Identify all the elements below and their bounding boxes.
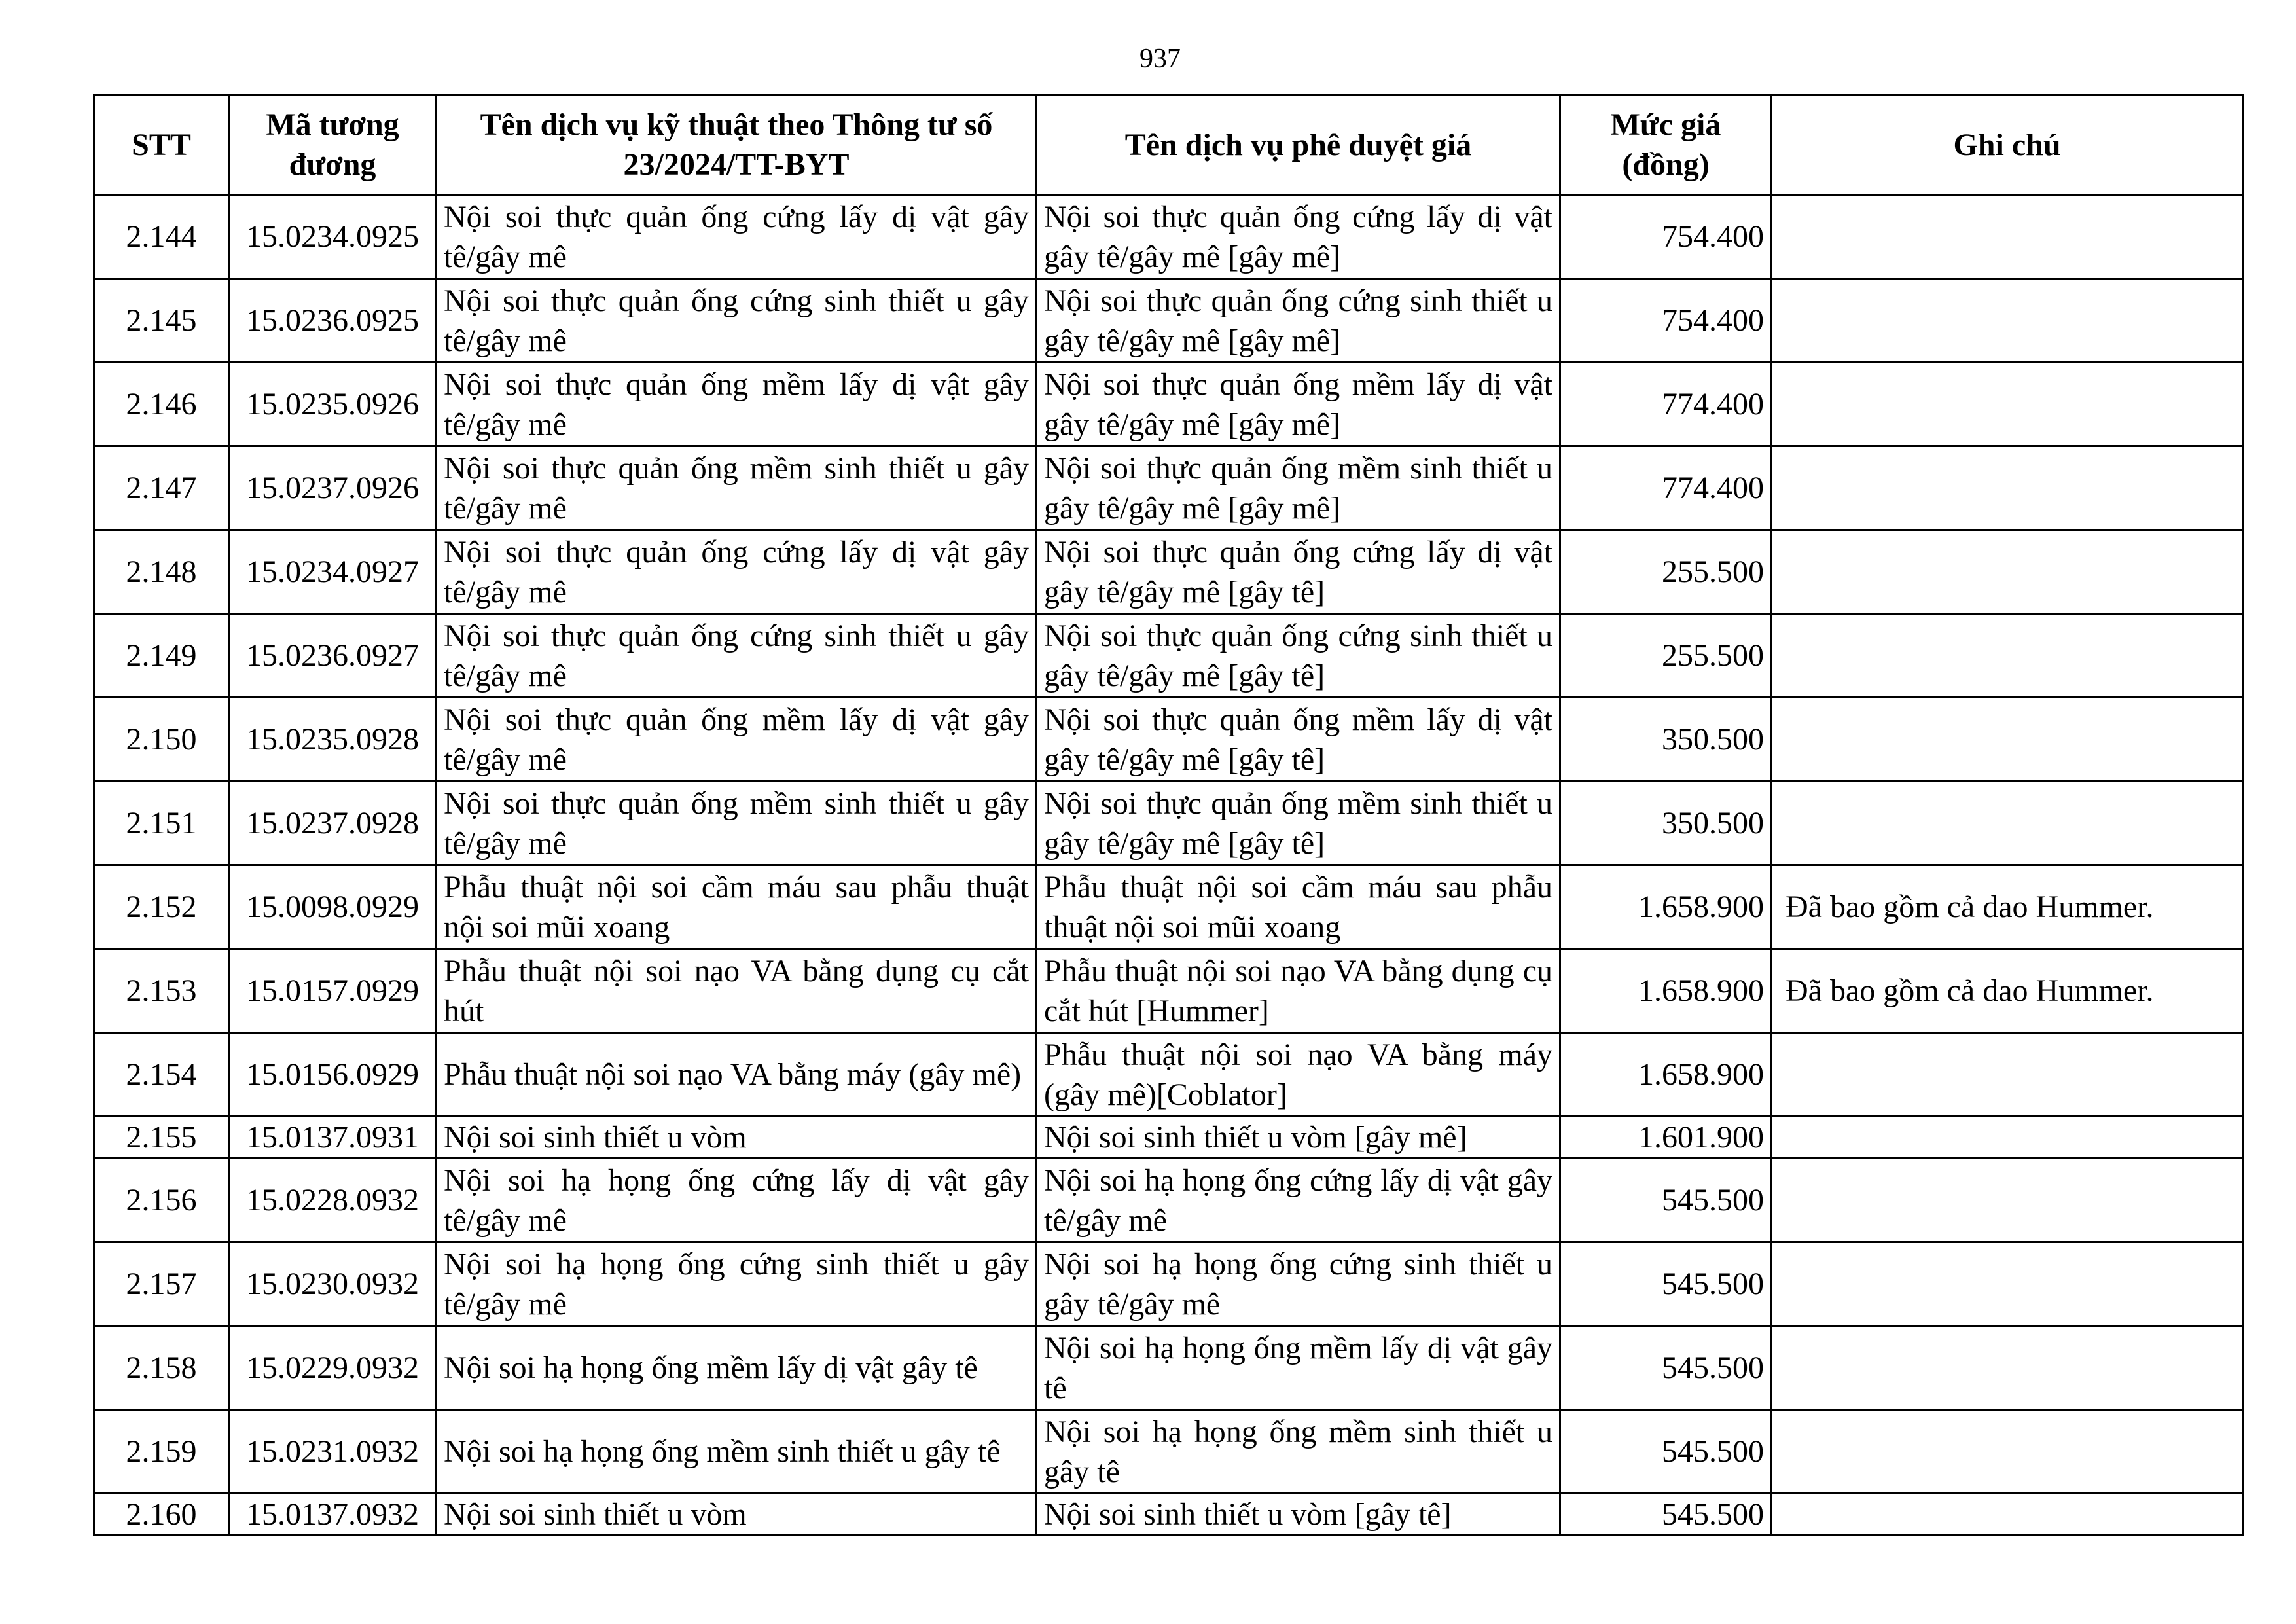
cell-note	[1772, 1033, 2243, 1117]
cell-price: 545.500	[1560, 1242, 1772, 1326]
cell-approved-name: Nội soi thực quản ống mềm sinh thiết u gây tê/gây mê [gây tê]	[1037, 782, 1560, 865]
cell-approved-name: Nội soi hạ họng ống cứng sinh thiết u gây tê/gây mê	[1037, 1242, 1560, 1326]
table-row	[94, 530, 2243, 614]
cell-stt: 2.160	[94, 1494, 229, 1536]
cell-price: 774.400	[1560, 363, 1772, 446]
cell-approved-name: Nội soi hạ họng ống cứng lấy dị vật gây tê/gây mê	[1037, 1159, 1560, 1242]
cell-approved-name: Nội soi thực quản ống cứng lấy dị vật gây tê/gây mê [gây mê]	[1037, 195, 1560, 279]
cell-note	[1772, 1117, 2243, 1159]
cell-code: 15.0236.0927	[229, 614, 437, 698]
cell-stt: 2.150	[94, 698, 229, 782]
cell-service-name: Nội soi thực quản ống cứng sinh thiết u gây tê/gây mê	[437, 614, 1037, 698]
cell-service-name: Nội soi hạ họng ống mềm sinh thiết u gây tê	[437, 1410, 1037, 1494]
cell-approved-name: Nội soi hạ họng ống mềm sinh thiết u gây tê	[1037, 1410, 1560, 1494]
cell-approved-name: Nội soi thực quản ống cứng lấy dị vật gây tê/gây mê [gây tê]	[1037, 530, 1560, 614]
cell-note	[1772, 530, 2243, 614]
cell-service-name: Nội soi thực quản ống cứng sinh thiết u gây tê/gây mê	[437, 279, 1037, 363]
cell-service-name: Phẫu thuật nội soi nạo VA bằng máy (gây mê)	[437, 1033, 1037, 1117]
cell-price: 545.500	[1560, 1410, 1772, 1494]
cell-stt: 2.144	[94, 195, 229, 279]
header-price: Mức giá (đồng)	[1560, 95, 1772, 195]
cell-service-name: Nội soi hạ họng ống cứng lấy dị vật gây tê/gây mê	[437, 1159, 1037, 1242]
cell-approved-name: Nội soi thực quản ống mềm lấy dị vật gây tê/gây mê [gây mê]	[1037, 363, 1560, 446]
cell-stt: 2.154	[94, 1033, 229, 1117]
cell-stt: 2.146	[94, 363, 229, 446]
cell-price: 255.500	[1560, 614, 1772, 698]
table-row	[94, 1410, 2243, 1494]
cell-price: 774.400	[1560, 446, 1772, 530]
cell-note	[1772, 195, 2243, 279]
cell-note	[1772, 614, 2243, 698]
cell-note	[1772, 782, 2243, 865]
cell-code: 15.0228.0932	[229, 1159, 437, 1242]
table-row	[94, 195, 2243, 279]
header-row	[94, 95, 2243, 195]
price-table	[93, 94, 2244, 1536]
cell-approved-name: Nội soi thực quản ống mềm sinh thiết u gây tê/gây mê [gây mê]	[1037, 446, 1560, 530]
cell-service-name: Nội soi thực quản ống mềm lấy dị vật gây tê/gây mê	[437, 698, 1037, 782]
cell-note: Đã bao gồm cả dao Hummer.	[1772, 949, 2243, 1033]
cell-code: 15.0098.0929	[229, 865, 437, 949]
cell-price: 350.500	[1560, 782, 1772, 865]
cell-price: 1.601.900	[1560, 1117, 1772, 1159]
table-row	[94, 1494, 2243, 1536]
table-row	[94, 1326, 2243, 1410]
cell-code: 15.0230.0932	[229, 1242, 437, 1326]
cell-code: 15.0237.0926	[229, 446, 437, 530]
cell-note	[1772, 698, 2243, 782]
cell-code: 15.0235.0926	[229, 363, 437, 446]
cell-note	[1772, 279, 2243, 363]
header-approved-name: Tên dịch vụ phê duyệt giá	[1037, 95, 1560, 195]
table-row	[94, 446, 2243, 530]
cell-price: 350.500	[1560, 698, 1772, 782]
cell-code: 15.0157.0929	[229, 949, 437, 1033]
cell-service-name: Nội soi sinh thiết u vòm	[437, 1494, 1037, 1536]
cell-stt: 2.145	[94, 279, 229, 363]
cell-price: 754.400	[1560, 195, 1772, 279]
cell-note	[1772, 1159, 2243, 1242]
cell-code: 15.0236.0925	[229, 279, 437, 363]
cell-service-name: Nội soi hạ họng ống mềm lấy dị vật gây tê	[437, 1326, 1037, 1410]
cell-note	[1772, 1326, 2243, 1410]
cell-approved-name: Nội soi thực quản ống cứng sinh thiết u gây tê/gây mê [gây mê]	[1037, 279, 1560, 363]
cell-stt: 2.156	[94, 1159, 229, 1242]
cell-note	[1772, 1242, 2243, 1326]
cell-stt: 2.153	[94, 949, 229, 1033]
header-code: Mã tương đương	[229, 95, 437, 195]
cell-stt: 2.152	[94, 865, 229, 949]
table-row	[94, 1159, 2243, 1242]
cell-service-name: Nội soi sinh thiết u vòm	[437, 1117, 1037, 1159]
cell-price: 754.400	[1560, 279, 1772, 363]
cell-approved-name: Nội soi thực quản ống cứng sinh thiết u gây tê/gây mê [gây tê]	[1037, 614, 1560, 698]
table-row	[94, 614, 2243, 698]
cell-stt: 2.151	[94, 782, 229, 865]
header-note: Ghi chú	[1772, 95, 2243, 195]
cell-stt: 2.159	[94, 1410, 229, 1494]
table-row	[94, 363, 2243, 446]
cell-approved-name: Nội soi thực quản ống mềm lấy dị vật gây tê/gây mê [gây tê]	[1037, 698, 1560, 782]
cell-service-name: Nội soi thực quản ống cứng lấy dị vật gây tê/gây mê	[437, 530, 1037, 614]
cell-code: 15.0237.0928	[229, 782, 437, 865]
cell-stt: 2.155	[94, 1117, 229, 1159]
cell-service-name: Phẫu thuật nội soi cầm máu sau phẫu thuật nội soi mũi xoang	[437, 865, 1037, 949]
cell-stt: 2.158	[94, 1326, 229, 1410]
cell-stt: 2.147	[94, 446, 229, 530]
cell-stt: 2.148	[94, 530, 229, 614]
table-row	[94, 1117, 2243, 1159]
table-row	[94, 865, 2243, 949]
cell-note	[1772, 446, 2243, 530]
cell-code: 15.0137.0932	[229, 1494, 437, 1536]
cell-code: 15.0234.0927	[229, 530, 437, 614]
table-row	[94, 279, 2243, 363]
cell-price: 255.500	[1560, 530, 1772, 614]
table-row	[94, 782, 2243, 865]
header-stt: STT	[94, 95, 229, 195]
cell-approved-name: Nội soi sinh thiết u vòm [gây tê]	[1037, 1494, 1560, 1536]
cell-note	[1772, 363, 2243, 446]
cell-code: 15.0235.0928	[229, 698, 437, 782]
header-service-name: Tên dịch vụ kỹ thuật theo Thông tư số 23/2024/TT-BYT	[437, 95, 1037, 195]
cell-note: Đã bao gồm cả dao Hummer.	[1772, 865, 2243, 949]
cell-code: 15.0229.0932	[229, 1326, 437, 1410]
cell-price: 1.658.900	[1560, 1033, 1772, 1117]
cell-price: 1.658.900	[1560, 949, 1772, 1033]
cell-stt: 2.149	[94, 614, 229, 698]
page-number: 937	[1139, 44, 1181, 74]
cell-code: 15.0234.0925	[229, 195, 437, 279]
cell-stt: 2.157	[94, 1242, 229, 1326]
table-row	[94, 1033, 2243, 1117]
cell-service-name: Phẫu thuật nội soi nạo VA bằng dụng cụ cắt hút	[437, 949, 1037, 1033]
cell-service-name: Nội soi thực quản ống mềm sinh thiết u gây tê/gây mê	[437, 446, 1037, 530]
cell-price: 545.500	[1560, 1159, 1772, 1242]
cell-note	[1772, 1410, 2243, 1494]
table-row	[94, 698, 2243, 782]
cell-price: 1.658.900	[1560, 865, 1772, 949]
cell-service-name: Nội soi thực quản ống mềm sinh thiết u gây tê/gây mê	[437, 782, 1037, 865]
cell-approved-name: Nội soi hạ họng ống mềm lấy dị vật gây tê	[1037, 1326, 1560, 1410]
table-body	[94, 195, 2243, 1536]
cell-approved-name: Phẫu thuật nội soi nạo VA bằng dụng cụ cắt hút [Hummer]	[1037, 949, 1560, 1033]
cell-code: 15.0137.0931	[229, 1117, 437, 1159]
cell-approved-name: Phẫu thuật nội soi nạo VA bằng máy (gây mê)[Coblator]	[1037, 1033, 1560, 1117]
cell-code: 15.0231.0932	[229, 1410, 437, 1494]
cell-service-name: Nội soi hạ họng ống cứng sinh thiết u gây tê/gây mê	[437, 1242, 1037, 1326]
cell-approved-name: Phẫu thuật nội soi cầm máu sau phẫu thuật nội soi mũi xoang	[1037, 865, 1560, 949]
cell-approved-name: Nội soi sinh thiết u vòm [gây mê]	[1037, 1117, 1560, 1159]
cell-service-name: Nội soi thực quản ống mềm lấy dị vật gây tê/gây mê	[437, 363, 1037, 446]
table-row	[94, 1242, 2243, 1326]
cell-note	[1772, 1494, 2243, 1536]
cell-service-name: Nội soi thực quản ống cứng lấy dị vật gây tê/gây mê	[437, 195, 1037, 279]
cell-price: 545.500	[1560, 1494, 1772, 1536]
table-row	[94, 949, 2243, 1033]
cell-price: 545.500	[1560, 1326, 1772, 1410]
cell-code: 15.0156.0929	[229, 1033, 437, 1117]
